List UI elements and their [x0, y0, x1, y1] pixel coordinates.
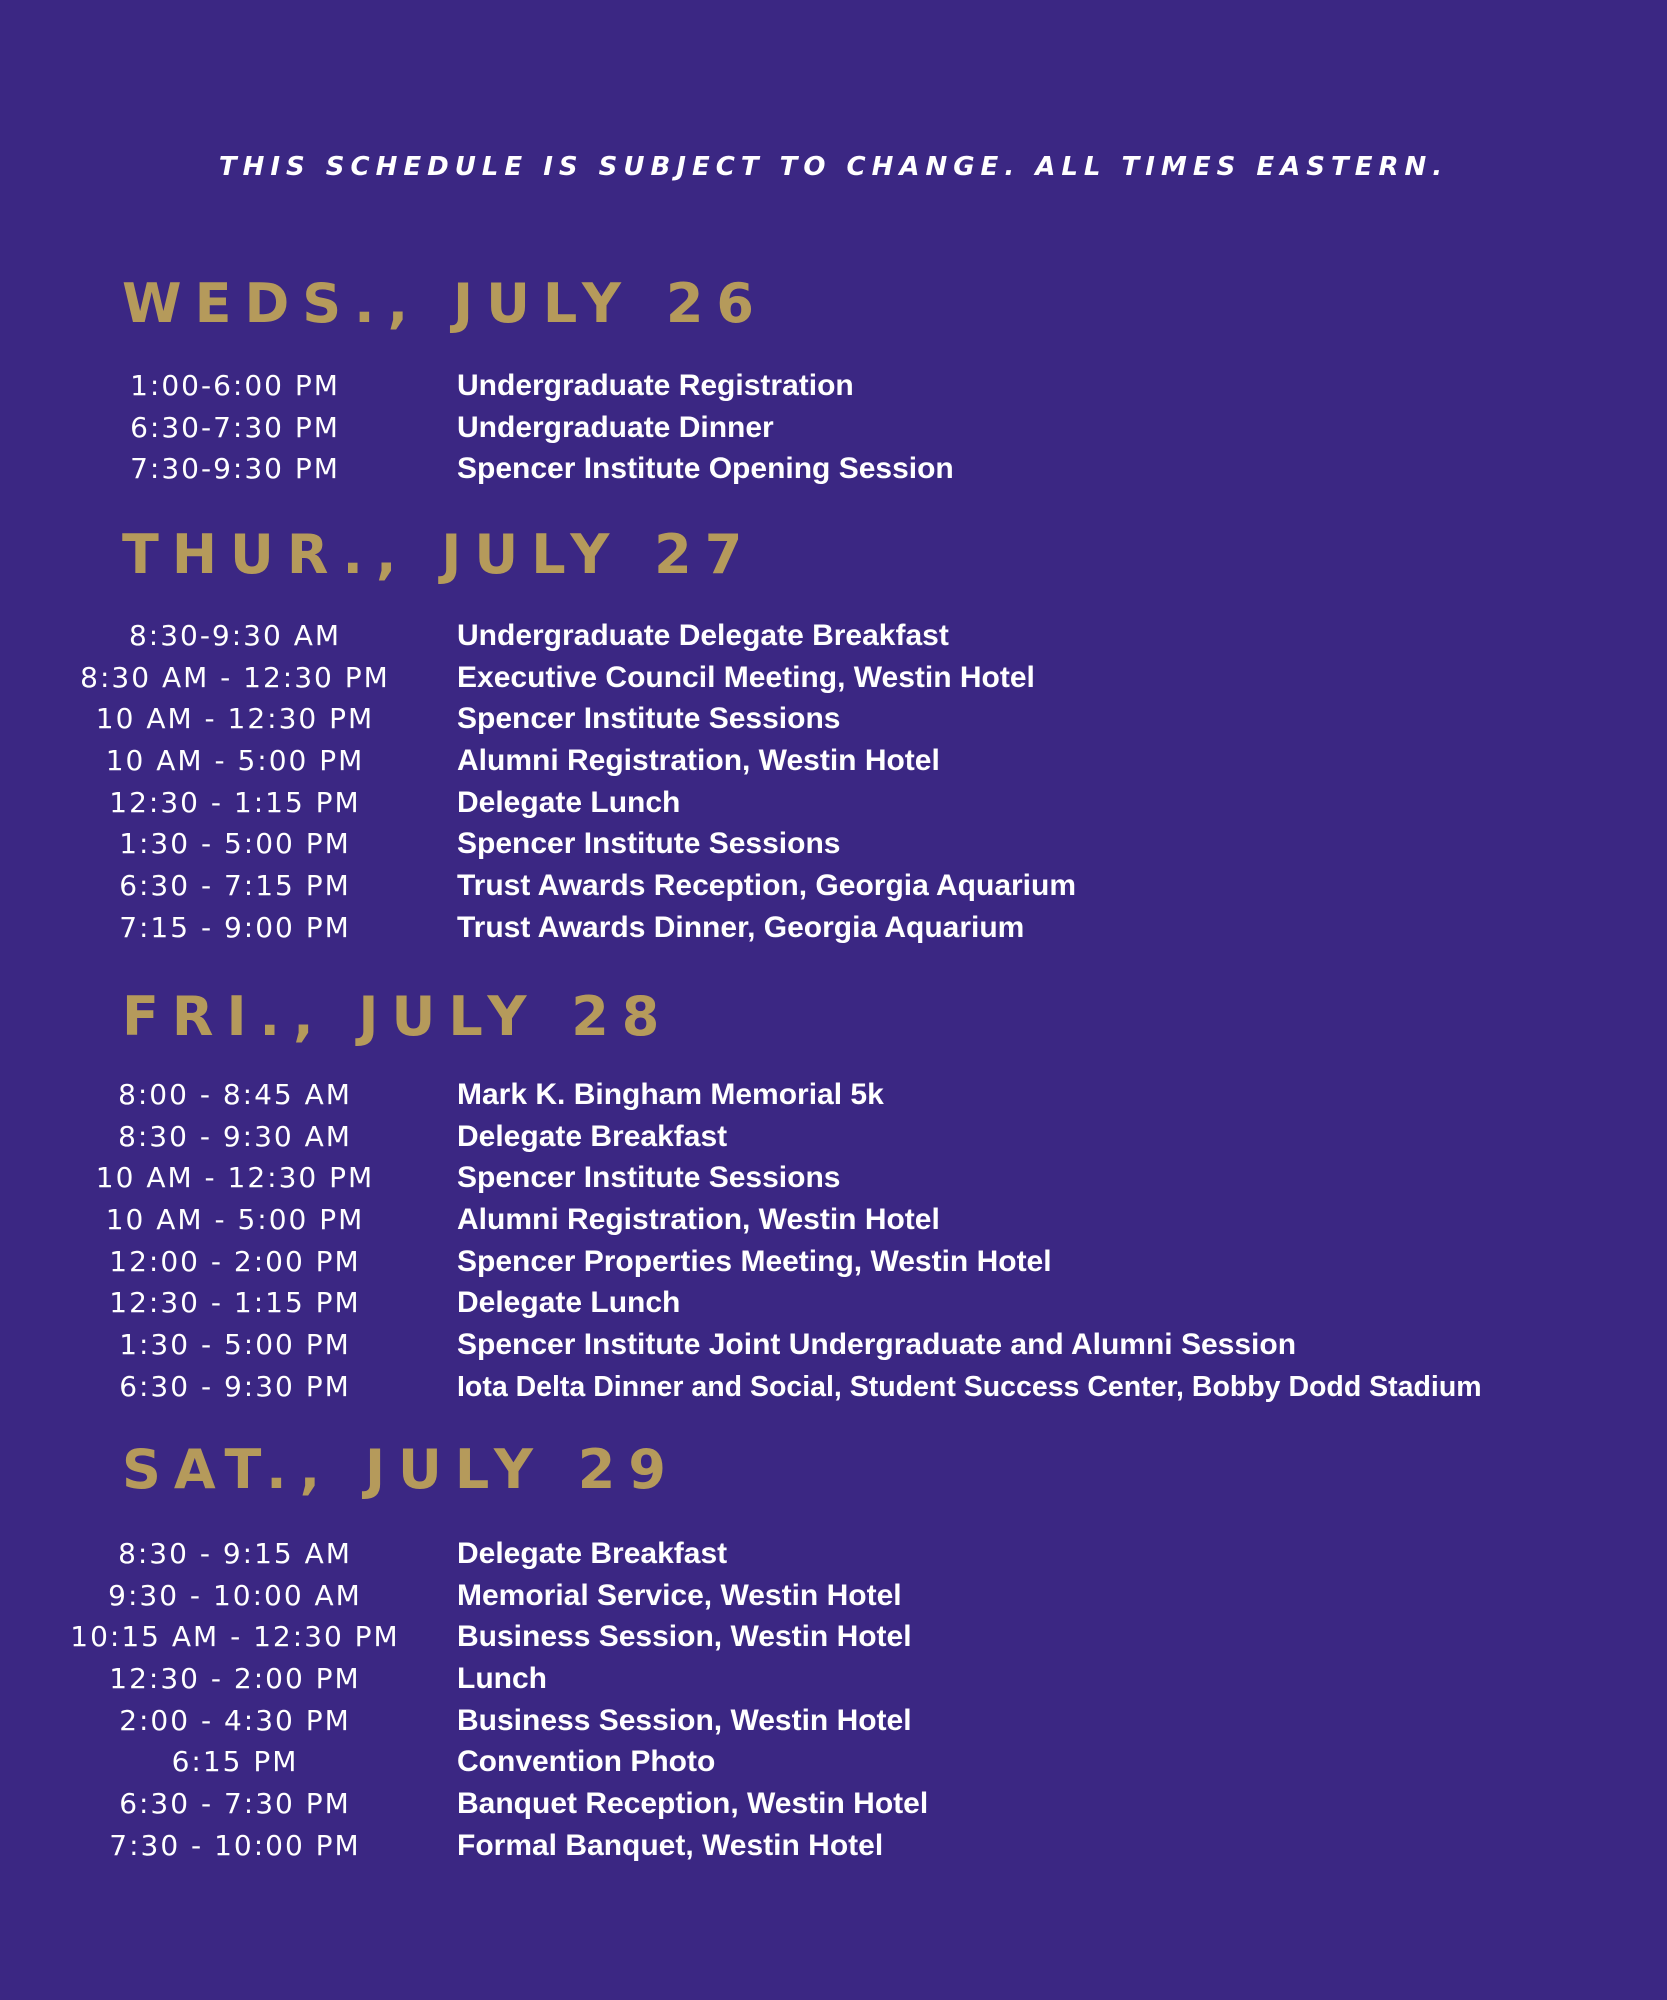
event-title: Delegate Breakfast	[457, 1119, 728, 1153]
event-title: Undergraduate Delegate Breakfast	[457, 619, 949, 652]
event-title: Mark K. Bingham Memorial 5k	[457, 1078, 884, 1111]
schedule-row	[0, 616, 1667, 658]
schedule-row	[0, 908, 1667, 950]
schedule-row	[0, 1826, 1667, 1868]
schedule-row	[0, 1534, 1667, 1576]
event-time: 8:30 AM - 12:30 PM	[80, 660, 390, 694]
event-time: 10:15 AM - 12:30 PM	[70, 1620, 400, 1654]
day-events-fri	[0, 1075, 1667, 1409]
day-events-weds	[0, 366, 1667, 491]
schedule-row	[0, 1200, 1667, 1242]
day-heading-weds: WEDS., JULY 26	[122, 272, 767, 335]
event-time: 10 AM - 5:00 PM	[105, 744, 365, 778]
event-time: 1:30 - 5:00 PM	[119, 827, 351, 861]
day-heading-thur: THUR., JULY 27	[122, 523, 756, 586]
event-title: Banquet Reception, Westin Hotel	[457, 1787, 929, 1821]
event-title: Delegate Lunch	[457, 785, 681, 819]
schedule-row	[0, 1242, 1667, 1284]
event-title: Formal Banquet, Westin Hotel	[457, 1828, 884, 1862]
event-title: Trust Awards Dinner, Georgia Aquarium	[457, 910, 1025, 944]
event-title: Memorial Service, Westin Hotel	[457, 1578, 902, 1612]
schedule-row	[0, 658, 1667, 700]
schedule-row	[0, 699, 1667, 741]
event-title: Delegate Breakfast	[457, 1537, 728, 1570]
event-title: Business Session, Westin Hotel	[457, 1703, 912, 1737]
day-heading-fri: FRI., JULY 28	[122, 985, 673, 1048]
event-time: 6:15 PM	[171, 1745, 299, 1779]
event-time: 12:30 - 2:00 PM	[109, 1662, 361, 1696]
schedule-row	[0, 1617, 1667, 1659]
schedule-row	[0, 1075, 1667, 1117]
schedule-row	[0, 1117, 1667, 1159]
event-title: Spencer Institute Sessions	[457, 827, 841, 861]
event-time: 9:30 - 10:00 AM	[108, 1578, 362, 1612]
event-title: Delegate Lunch	[457, 1286, 681, 1320]
day-events-thur	[0, 616, 1667, 950]
event-title: Iota Delta Dinner and Social, Student Success Center, Bobby Dodd Stadium	[457, 1370, 1482, 1403]
schedule-row	[0, 1576, 1667, 1618]
event-time: 12:30 - 1:15 PM	[109, 1286, 361, 1320]
schedule-row	[0, 783, 1667, 825]
event-time: 8:00 - 8:45 AM	[118, 1078, 352, 1111]
event-title: Business Session, Westin Hotel	[457, 1620, 912, 1654]
event-title: Trust Awards Reception, Georgia Aquarium	[457, 869, 1077, 903]
event-title: Spencer Institute Sessions	[457, 1161, 841, 1195]
schedule-row	[0, 1784, 1667, 1826]
schedule-row	[0, 1701, 1667, 1743]
event-time: 2:00 - 4:30 PM	[119, 1703, 351, 1737]
event-title: Convention Photo	[457, 1745, 716, 1779]
event-time: 12:30 - 1:15 PM	[109, 785, 361, 819]
event-title: Alumni Registration, Westin Hotel	[457, 1203, 940, 1237]
schedule-row	[0, 1158, 1667, 1200]
event-time: 8:30-9:30 AM	[128, 619, 342, 652]
event-title: Spencer Institute Joint Undergraduate and Alumni Session	[457, 1328, 1297, 1362]
schedule-row	[0, 1367, 1667, 1409]
schedule-row	[0, 866, 1667, 908]
event-title: Alumni Registration, Westin Hotel	[457, 744, 940, 778]
day-heading-sat: SAT., JULY 29	[122, 1438, 679, 1501]
event-title: Undergraduate Registration	[457, 369, 854, 402]
event-time: 10 AM - 12:30 PM	[95, 702, 375, 736]
schedule-row	[0, 366, 1667, 408]
event-time: 10 AM - 12:30 PM	[95, 1161, 375, 1195]
event-time: 6:30 - 9:30 PM	[119, 1369, 351, 1403]
schedule-row	[0, 408, 1667, 450]
event-time: 1:00-6:00 PM	[130, 369, 340, 402]
schedule-row	[0, 741, 1667, 783]
event-title: Lunch	[457, 1662, 547, 1696]
schedule-row	[0, 1659, 1667, 1701]
event-time: 10 AM - 5:00 PM	[105, 1203, 365, 1237]
schedule-row	[0, 824, 1667, 866]
schedule-row	[0, 1325, 1667, 1367]
event-time: 6:30-7:30 PM	[130, 410, 340, 444]
schedule-row	[0, 449, 1667, 491]
event-title: Executive Council Meeting, Westin Hotel	[457, 660, 1035, 694]
event-time: 7:15 - 9:00 PM	[119, 910, 351, 944]
event-time: 1:30 - 5:00 PM	[119, 1328, 351, 1362]
event-time: 8:30 - 9:30 AM	[118, 1119, 352, 1153]
schedule-notice: THIS SCHEDULE IS SUBJECT TO CHANGE. ALL TIMES EASTERN.	[218, 152, 1449, 182]
event-time: 7:30-9:30 PM	[130, 452, 340, 486]
event-time: 7:30 - 10:00 PM	[109, 1828, 361, 1862]
event-title: Spencer Properties Meeting, Westin Hotel	[457, 1244, 1052, 1278]
event-time: 6:30 - 7:30 PM	[119, 1787, 351, 1821]
schedule-row	[0, 1742, 1667, 1784]
event-time: 12:00 - 2:00 PM	[109, 1244, 361, 1278]
event-title: Spencer Institute Sessions	[457, 702, 841, 736]
schedule-row	[0, 1283, 1667, 1325]
event-time: 8:30 - 9:15 AM	[118, 1537, 352, 1570]
event-title: Undergraduate Dinner	[457, 410, 774, 444]
event-time: 6:30 - 7:15 PM	[119, 869, 351, 903]
event-title: Spencer Institute Opening Session	[457, 452, 954, 486]
day-events-sat	[0, 1534, 1667, 1868]
